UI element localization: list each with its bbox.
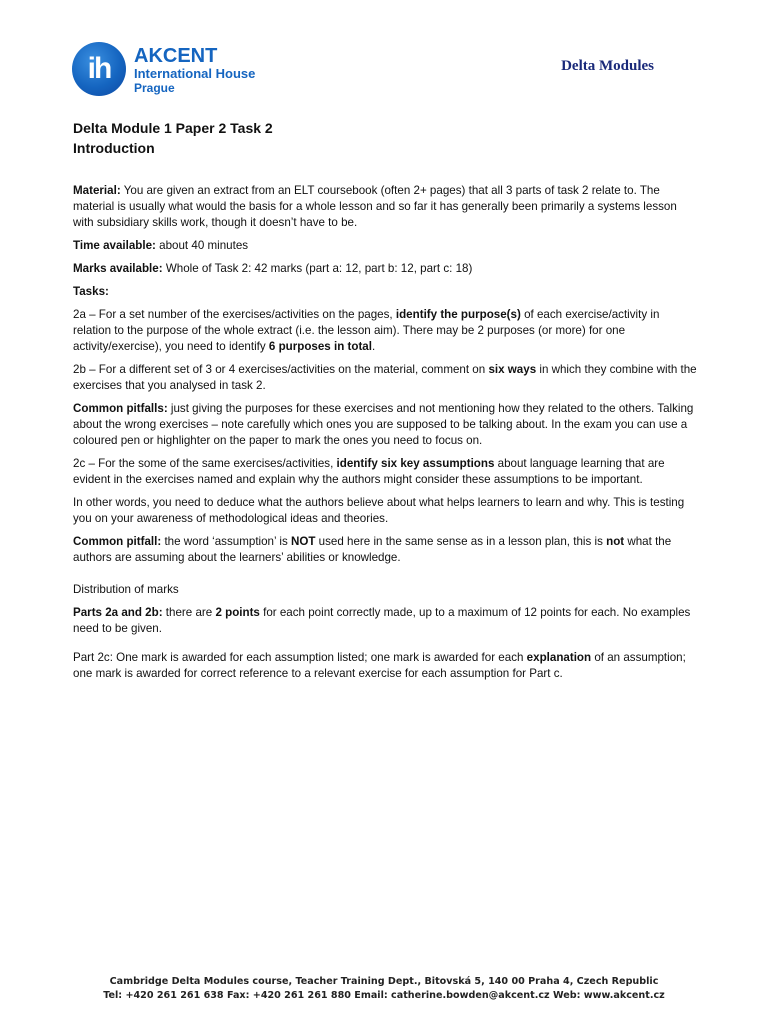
marks-paragraph [73,261,699,277]
task-2b-text: 2b – For a different set of 3 or 4 exercises/activities on the material, comment on [73,363,489,376]
ih-logo-mark: ih [72,42,126,96]
task-2a-bold: identify the purpose(s) [395,308,521,321]
pitfall-not: NOT [290,535,316,548]
task-2b-text-2: in which they combine with the exercises that you analysed in task 2. [73,363,697,392]
pitfall-text-2: used here in the same sense as in a lesson plan, this is [315,535,607,548]
task-2c-text: 2c – For the some of the same exercises/activities, [73,457,337,470]
part-2c-paragraph [73,650,699,682]
logo-name: AKCENT [134,45,218,67]
task-2b-bold: six ways [488,363,537,376]
document-subtitle: Introduction [73,140,155,156]
task-2a-paragraph [73,307,699,355]
tasks-heading [73,284,699,300]
task-2a-end: . [371,340,376,353]
other-words-paragraph: In other words, you need to deduce what the authors believe about what helps learners to learn and why. This is testing you on your awareness of methodological ideas and theories. [73,496,685,525]
time-label: Time available: [73,239,156,252]
parts-text-2: for each point correctly made, up to a maximum of 12 points for each. No examples need to be given. [73,606,691,635]
material-label: Material: [73,184,121,197]
task-2c-paragraph [73,456,699,488]
material-paragraph [73,183,699,231]
part-2c-text: Part 2c: One mark is awarded for each assumption listed; one mark is awarded for each [73,651,527,664]
page-footer [0,975,768,1003]
distribution-heading: Distribution of marks [73,583,179,596]
pitfall-text: the word ‘assumption’ is [161,535,291,548]
tasks-label: Tasks: [73,285,109,298]
parts-2a-2b-paragraph [73,605,699,637]
task-2b-paragraph [73,362,699,394]
akcent-logo [72,42,272,98]
header-title: Delta Modules [561,58,654,74]
pitfall-label: Common pitfall: [73,535,162,548]
pitfalls-label: Common pitfalls: [73,402,168,415]
part-2c-text-2: of an assumption; one mark is awarded for correct reference to a relevant exercise for each assumption for Part c. [73,651,686,680]
pitfalls-paragraph [73,401,699,449]
time-text: about 40 minutes [155,239,249,252]
material-text: You are given an extract from an ELT coursebook (often 2+ pages) that all 3 parts of task 2 relate to. The material is usually what would the basis for a whole lesson and so far it has generally been primarily a systems lesson with subsidiary skills work, though it doesn’t have to be. [73,184,677,229]
pitfall-paragraph [73,534,699,566]
pitfalls-text: just giving the purposes for these exercises and not mentioning how they related to the others. Talking about the wrong exercises – note carefully which ones you are supposed to be talking about. In the exam you can use a coloured pen or highlighter on the paper to mark the ones you need to focus on. [73,402,694,447]
part-2c-bold: explanation [526,651,592,664]
parts-bold: 2 points [215,606,260,619]
time-paragraph [73,238,699,254]
pitfall-text-3: what the authors are assuming about the learners’ abilities or knowledge. [73,535,672,564]
logo-city: Prague [134,81,175,95]
document-title: Delta Module 1 Paper 2 Task 2 [73,120,273,136]
footer-address: Cambridge Delta Modules course, Teacher Training Dept., Bitovská 5, 140 00 Praha 4, Czech Republic [109,976,659,987]
pitfall-not-2: not [606,535,625,548]
task-2a-text-2: of each exercise/activity in relation to the purpose of the whole extract (i.e. the lesson aim). There may be 2 purposes (or more) for one activity/exercise), you need to identify [73,308,660,353]
task-2a-bold-2: 6 purposes in total [268,340,372,353]
document-body [73,118,699,689]
footer-contact: Tel: +420 261 261 638 Fax: +420 261 261 880 Email: catherine.bowden@akcent.cz Web: www.akcent.cz [103,990,665,1001]
marks-text: Whole of Task 2: 42 marks (part a: 12, part b: 12, part c: 18) [162,262,473,275]
task-2c-bold: identify six key assumptions [336,457,495,470]
parts-text: there are [162,606,216,619]
task-2c-text-2: about language learning that are evident in the exercises named and explain why the authors might consider these assumptions to be important. [73,457,665,486]
marks-label: Marks available: [73,262,163,275]
task-2a-text: 2a – For a set number of the exercises/activities on the pages, [73,308,396,321]
logo-subtitle: International House [134,66,256,81]
parts-label: Parts 2a and 2b: [73,606,163,619]
